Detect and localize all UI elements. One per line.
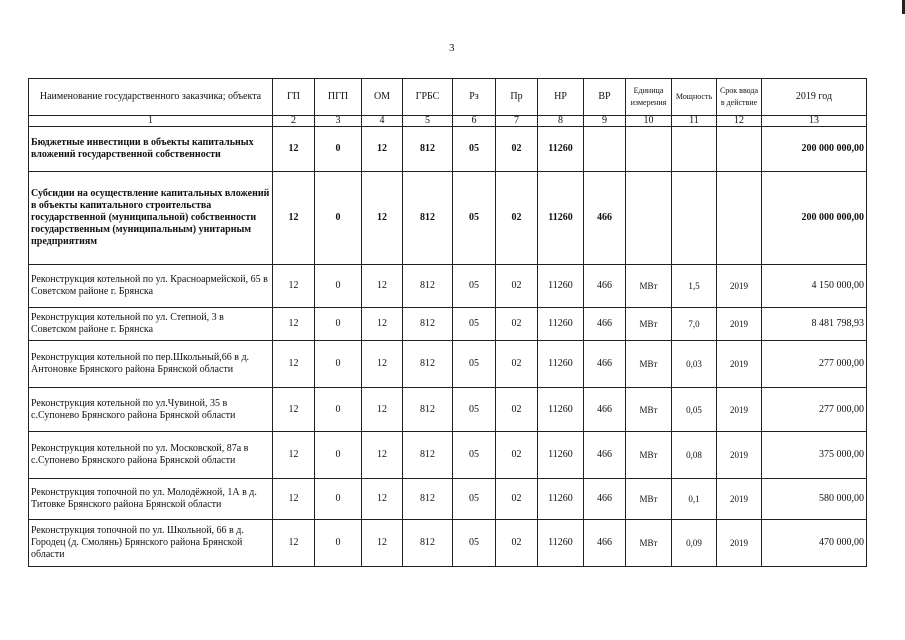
cell-gp: 12	[273, 172, 315, 265]
cell-om: 12	[362, 520, 403, 567]
cell-unit: МВт	[626, 479, 672, 520]
page-number: 3	[449, 42, 455, 54]
row-name: Реконструкция котельной по ул. Красноармейской, 65 в Советском районе г. Брянска	[29, 265, 273, 308]
cell-nr: 11260	[538, 308, 584, 341]
cell-pgp: 0	[315, 308, 362, 341]
cell-power: 0,05	[672, 388, 717, 432]
cell-unit: МВт	[626, 520, 672, 567]
cell-rz: 05	[453, 172, 496, 265]
cell-amount: 375 000,00	[762, 432, 867, 479]
cell-pr: 02	[496, 520, 538, 567]
cell-amount: 580 000,00	[762, 479, 867, 520]
header-name: Наименование государственного заказчика; объекта	[29, 79, 273, 116]
cell-rz: 05	[453, 520, 496, 567]
table-row	[29, 432, 867, 479]
header-term: Срок ввода в действие	[717, 79, 762, 116]
cell-pr: 02	[496, 172, 538, 265]
cell-unit	[626, 172, 672, 265]
cell-om: 12	[362, 479, 403, 520]
cell-pgp: 0	[315, 479, 362, 520]
cell-om: 12	[362, 388, 403, 432]
cell-nr: 11260	[538, 432, 584, 479]
cell-term: 2019	[717, 520, 762, 567]
cell-gp: 12	[273, 520, 315, 567]
row-name: Субсидии на осуществление капитальных вложений в объекты капитального строительства государственной (муниципальной) собственности государственным (муниципальным) унитарным предприятиям	[29, 172, 273, 265]
cell-unit	[626, 127, 672, 172]
cell-rz: 05	[453, 308, 496, 341]
cell-grbs: 812	[403, 308, 453, 341]
cell-vr: 466	[584, 520, 626, 567]
cell-nr: 11260	[538, 127, 584, 172]
cell-pgp: 0	[315, 388, 362, 432]
cell-power	[672, 127, 717, 172]
cell-rz: 05	[453, 479, 496, 520]
cell-vr: 466	[584, 172, 626, 265]
header-nr: НР	[538, 79, 584, 116]
cell-om: 12	[362, 265, 403, 308]
cell-power: 0,09	[672, 520, 717, 567]
cell-term: 2019	[717, 308, 762, 341]
cell-grbs: 812	[403, 341, 453, 388]
cell-grbs: 812	[403, 432, 453, 479]
column-number: 9	[584, 116, 626, 127]
cell-gp: 12	[273, 127, 315, 172]
cell-pgp: 0	[315, 432, 362, 479]
cell-pr: 02	[496, 127, 538, 172]
table-row	[29, 308, 867, 341]
cell-om: 12	[362, 172, 403, 265]
cell-grbs: 812	[403, 172, 453, 265]
cell-nr: 11260	[538, 265, 584, 308]
column-number: 4	[362, 116, 403, 127]
table-row	[29, 172, 867, 265]
cell-term: 2019	[717, 479, 762, 520]
table-row	[29, 341, 867, 388]
cell-rz: 05	[453, 388, 496, 432]
row-name: Реконструкция топочной по ул. Молодёжной, 1А в д. Титовке Брянского района Брянской области	[29, 479, 273, 520]
row-name: Реконструкция топочной по ул. Школьной, 66 в д. Городец (д. Смолянь) Брянского района Брянской области	[29, 520, 273, 567]
cell-amount: 277 000,00	[762, 341, 867, 388]
header-unit: Единица измерения	[626, 79, 672, 116]
column-number: 10	[626, 116, 672, 127]
cell-nr: 11260	[538, 341, 584, 388]
cell-power: 0,1	[672, 479, 717, 520]
header-vr: ВР	[584, 79, 626, 116]
cell-pgp: 0	[315, 127, 362, 172]
column-number: 6	[453, 116, 496, 127]
cell-unit: МВт	[626, 265, 672, 308]
cell-unit: МВт	[626, 308, 672, 341]
header-power: Мощность	[672, 79, 717, 116]
header-year: 2019 год	[762, 79, 867, 116]
cell-vr: 466	[584, 479, 626, 520]
row-name: Реконструкция котельной по ул. Московской, 87а в с.Супонево Брянского района Брянской области	[29, 432, 273, 479]
table-row	[29, 388, 867, 432]
cell-rz: 05	[453, 265, 496, 308]
cell-vr: 466	[584, 432, 626, 479]
cell-pr: 02	[496, 388, 538, 432]
header-pr: Пр	[496, 79, 538, 116]
cell-vr	[584, 127, 626, 172]
header-grbs: ГРБС	[403, 79, 453, 116]
cell-term	[717, 127, 762, 172]
cell-pgp: 0	[315, 265, 362, 308]
cell-om: 12	[362, 308, 403, 341]
column-number: 8	[538, 116, 584, 127]
cell-term: 2019	[717, 265, 762, 308]
cell-vr: 466	[584, 388, 626, 432]
cell-term: 2019	[717, 388, 762, 432]
cell-rz: 05	[453, 127, 496, 172]
table-header-row	[29, 79, 867, 116]
cell-term: 2019	[717, 341, 762, 388]
cell-power: 0,03	[672, 341, 717, 388]
table-row	[29, 265, 867, 308]
cell-amount: 470 000,00	[762, 520, 867, 567]
cell-gp: 12	[273, 341, 315, 388]
row-name: Реконструкция котельной по ул. Степной, 3 в Советском районе г. Брянска	[29, 308, 273, 341]
table-row	[29, 127, 867, 172]
column-number: 12	[717, 116, 762, 127]
cell-amount: 200 000 000,00	[762, 172, 867, 265]
column-number: 3	[315, 116, 362, 127]
cell-unit: МВт	[626, 341, 672, 388]
column-number: 5	[403, 116, 453, 127]
cell-term	[717, 172, 762, 265]
cell-pgp: 0	[315, 172, 362, 265]
cell-grbs: 812	[403, 265, 453, 308]
cell-vr: 466	[584, 341, 626, 388]
column-number: 1	[29, 116, 273, 127]
cell-power	[672, 172, 717, 265]
cell-nr: 11260	[538, 520, 584, 567]
cell-nr: 11260	[538, 388, 584, 432]
cell-nr: 11260	[538, 479, 584, 520]
cell-grbs: 812	[403, 479, 453, 520]
cell-amount: 8 481 798,93	[762, 308, 867, 341]
cell-grbs: 812	[403, 388, 453, 432]
cell-pr: 02	[496, 432, 538, 479]
row-name: Реконструкция котельной по ул.Чувиной, 35 в с.Супонево Брянского района Брянской области	[29, 388, 273, 432]
column-number: 2	[273, 116, 315, 127]
cell-om: 12	[362, 127, 403, 172]
cell-amount: 4 150 000,00	[762, 265, 867, 308]
column-number: 11	[672, 116, 717, 127]
table-row	[29, 520, 867, 567]
cell-unit: МВт	[626, 432, 672, 479]
header-gp: ГП	[273, 79, 315, 116]
column-number: 7	[496, 116, 538, 127]
cell-gp: 12	[273, 265, 315, 308]
cell-om: 12	[362, 341, 403, 388]
cell-pgp: 0	[315, 520, 362, 567]
cell-rz: 05	[453, 341, 496, 388]
budget-table	[28, 78, 867, 567]
cell-grbs: 812	[403, 127, 453, 172]
cell-pr: 02	[496, 479, 538, 520]
cell-rz: 05	[453, 432, 496, 479]
cell-power: 1,5	[672, 265, 717, 308]
cell-pgp: 0	[315, 341, 362, 388]
cell-amount: 200 000 000,00	[762, 127, 867, 172]
cell-term: 2019	[717, 432, 762, 479]
row-name: Реконструкция котельной по пер.Школьный,66 в д. Антоновке Брянского района Брянской области	[29, 341, 273, 388]
cell-pr: 02	[496, 265, 538, 308]
cell-nr: 11260	[538, 172, 584, 265]
header-om: ОМ	[362, 79, 403, 116]
cell-gp: 12	[273, 479, 315, 520]
column-number: 13	[762, 116, 867, 127]
cell-pr: 02	[496, 308, 538, 341]
cell-om: 12	[362, 432, 403, 479]
table-row	[29, 479, 867, 520]
cell-unit: МВт	[626, 388, 672, 432]
cell-gp: 12	[273, 432, 315, 479]
cell-vr: 466	[584, 265, 626, 308]
cell-gp: 12	[273, 388, 315, 432]
row-name: Бюджетные инвестиции в объекты капитальных вложений государственной собственности	[29, 127, 273, 172]
cell-gp: 12	[273, 308, 315, 341]
cell-power: 0,08	[672, 432, 717, 479]
header-rz: Рз	[453, 79, 496, 116]
cell-grbs: 812	[403, 520, 453, 567]
cell-pr: 02	[496, 341, 538, 388]
header-pgp: ПГП	[315, 79, 362, 116]
column-number-row	[29, 116, 867, 127]
cell-amount: 277 000,00	[762, 388, 867, 432]
cell-power: 7,0	[672, 308, 717, 341]
cell-vr: 466	[584, 308, 626, 341]
